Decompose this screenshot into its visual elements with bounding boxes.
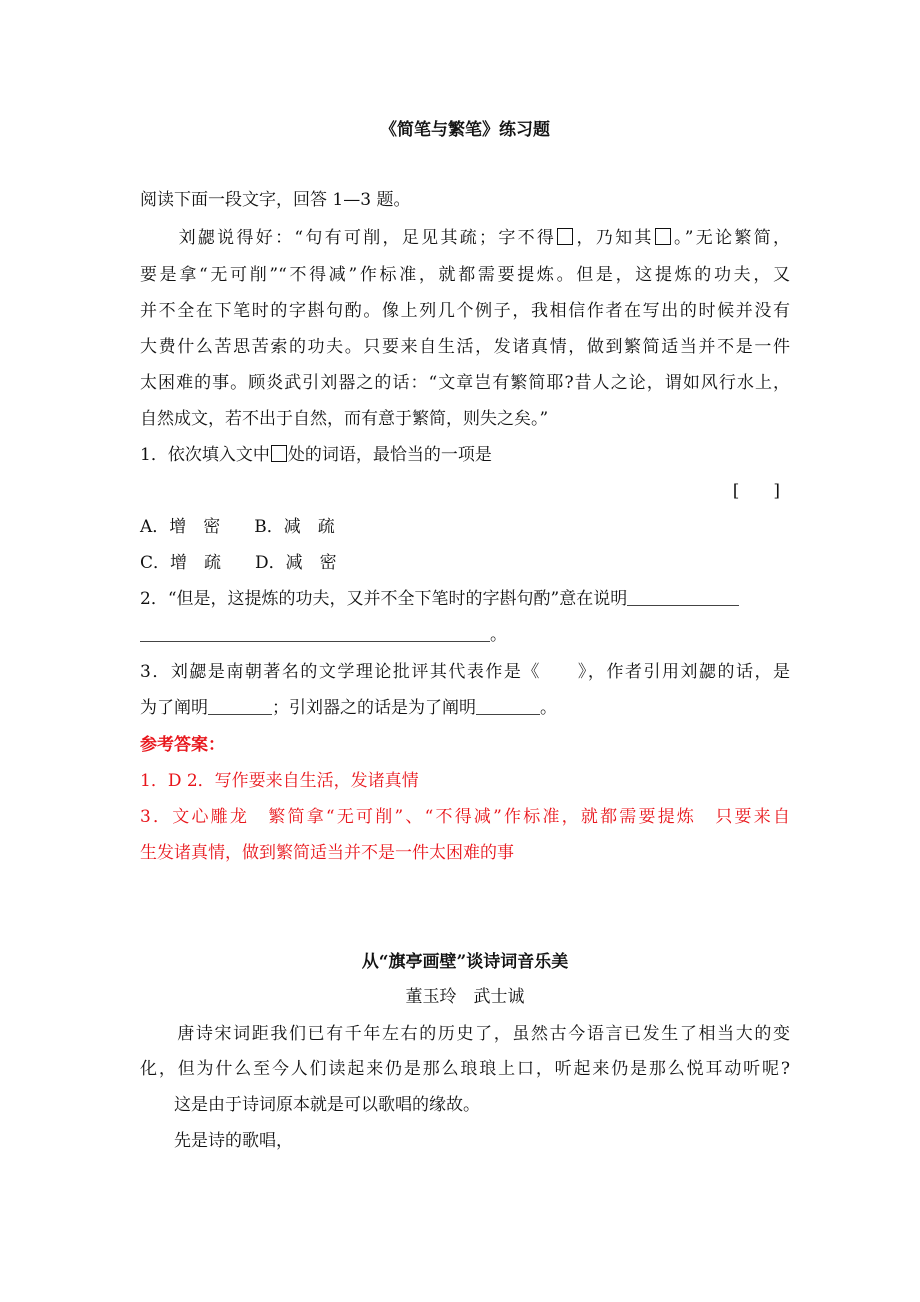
answer-line: 生发诸真情，做到繁简适当并不是一件太困难的事 bbox=[140, 843, 514, 863]
paragraph-line: 要是拿“无可削”“不得减”作标准，就都需要提炼。但是，这提炼的功夫，又 bbox=[140, 265, 790, 285]
article-line: 化，但为什么至今人们读起来仍是那么琅琅上口，听起来仍是那么悦耳动听呢? bbox=[140, 1059, 790, 1079]
article-authors: 董玉玲 武士诚 bbox=[405, 987, 525, 1007]
question-3: 3．刘勰是南朝著名的文学理论批评其代表作是《 》，作者引用刘勰的话，是 bbox=[140, 662, 790, 682]
question-3-continued: 为了阐明 ；引刘器之的话是为了阐明 。 bbox=[140, 698, 557, 718]
paragraph-line: 大费什么苦思苦索的功夫。只要来自生活，发诸真情，做到繁简适当并不是一件 bbox=[140, 337, 790, 357]
question-1: 1．依次填入文中 处的词语，最恰当的一项是 bbox=[140, 445, 492, 465]
answer-bracket: [ ] bbox=[732, 481, 780, 501]
answer-blank bbox=[476, 698, 540, 715]
answer-blank bbox=[627, 589, 739, 606]
article-line: 这是由于诗词原本就是可以歌唱的缘故。 bbox=[140, 1095, 480, 1115]
answer-blank bbox=[140, 625, 490, 642]
paragraph-line: 太困难的事。顾炎武引刘器之的话：“文章岂有繁简耶?昔人之论，谓如风行水上， bbox=[140, 373, 790, 393]
exercise-title: 《简笔与繁笔》练习题 bbox=[380, 120, 550, 140]
question-2-continued: 。 bbox=[140, 623, 790, 647]
article-line: 唐诗宋词距我们已有千年左右的历史了，虽然古今语言已发生了相当大的变 bbox=[140, 1024, 790, 1044]
article-title: 从“旗亭画壁”谈诗词音乐美 bbox=[361, 952, 569, 972]
answer-blank bbox=[208, 698, 272, 715]
intro-text: 阅读下面一段文字，回答 1—3 题。 bbox=[140, 190, 411, 210]
options-row: C．增 疏 D．减 密 bbox=[140, 553, 337, 573]
paragraph-line: 自然成文，若不出于自然，而有意于繁简，则失之矣。” bbox=[140, 409, 549, 429]
paragraph-line: 刘勰说得好：“句有可削，足见其疏；字不得 ，乃知其 。”无论繁简， bbox=[140, 228, 790, 248]
answer-line: 1．D 2．写作要来自生活，发诸真情 bbox=[140, 771, 419, 791]
answers-heading: 参考答案： bbox=[140, 735, 225, 755]
paragraph-line: 并不全在下笔时的字斟句酌。像上列几个例子，我相信作者在写出的时候并没有 bbox=[140, 301, 790, 321]
blank-box bbox=[271, 445, 287, 462]
options-row: A．增 密 B．减 疏 bbox=[140, 517, 335, 537]
blank-box bbox=[557, 228, 573, 245]
article-line: 先是诗的歌唱， bbox=[140, 1131, 293, 1151]
question-2: 2．“但是，这提炼的功夫，又并不全下笔时的字斟句酌”意在说明 bbox=[140, 587, 790, 611]
blank-box bbox=[655, 228, 671, 245]
answer-line: 3．文心雕龙 繁简拿“无可削”、“不得减”作标准，就都需要提炼 只要来自 bbox=[140, 807, 790, 827]
